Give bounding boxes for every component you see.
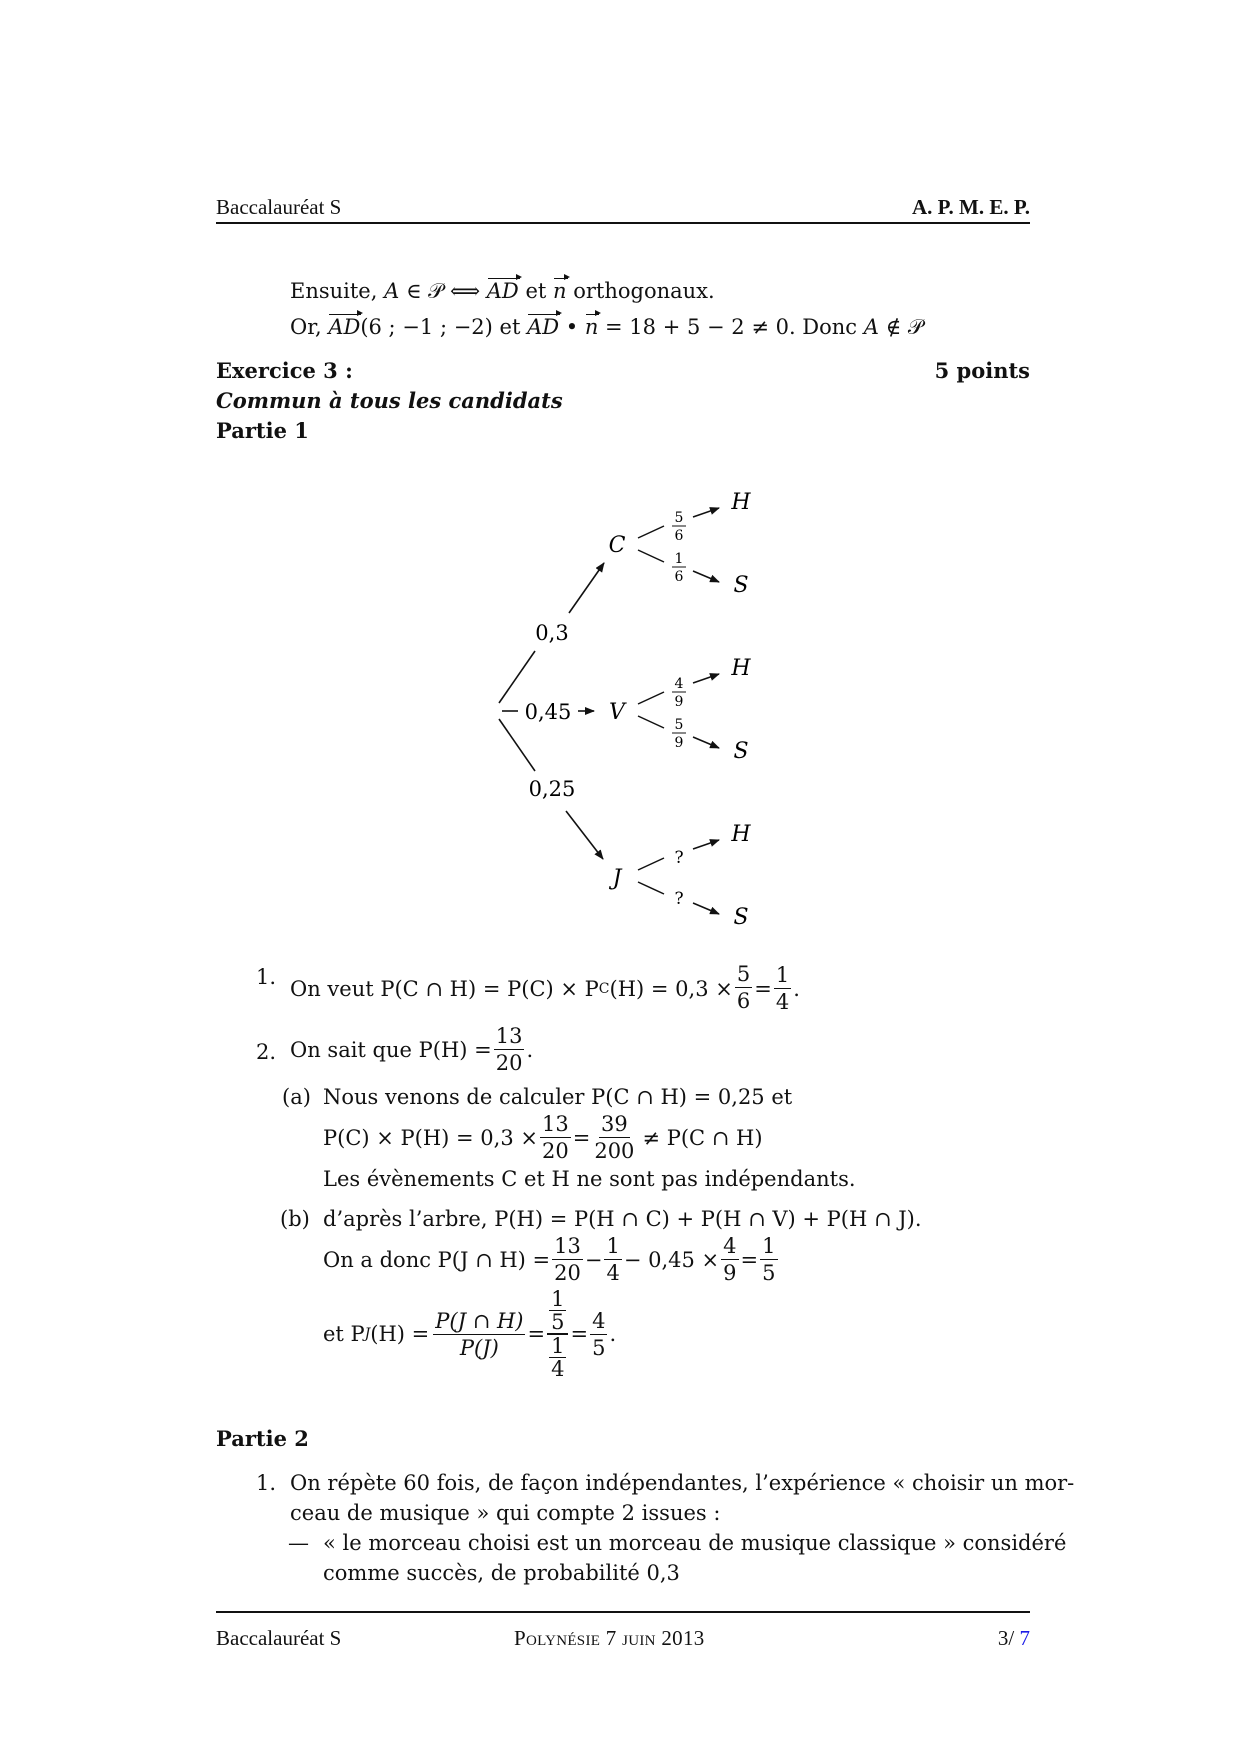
node-v: V: [609, 700, 625, 725]
branch-c-s-right: [693, 571, 719, 582]
prob-c-s-num: 1: [674, 551, 684, 567]
exercise-title: Exercice 3 :: [216, 358, 353, 383]
p2q1-number: 1.: [256, 1471, 277, 1495]
q2a-line2: P(C) × P(H) = 0,3 × $\frac{13}{20}$ = $\frac{39}{200}$ ≠ P(C ∩ H): [323, 1112, 763, 1163]
leaf-c-s: S: [733, 573, 749, 598]
prob-v-h-den: 9: [674, 694, 684, 710]
branch-root-j-lower: [566, 811, 603, 859]
branch-v-s-right: [693, 737, 719, 748]
intro-line-2: Or, AD(6 ; −1 ; −2) et AD • n = 18 + 5 − 2 ≠ 0. Donc A ∉ 𝒫: [290, 312, 923, 342]
prob-v: 0,45: [524, 700, 572, 724]
branch-root-c-lower: [499, 651, 535, 703]
q2a-line1: Nous venons de calculer P(C ∩ H) = 0,25 et: [323, 1085, 793, 1109]
branch-root-j-upper: [499, 719, 535, 771]
prob-v-s-num: 5: [674, 717, 684, 733]
leaf-j-s: S: [733, 905, 749, 930]
footer-page: [998, 1626, 1030, 1651]
q2-line: On sait que P(H) = $\frac{13}{20}$ .: [290, 1024, 534, 1075]
branch-root-c-upper: [569, 563, 604, 613]
branch-v-s-left: [638, 716, 664, 728]
branch-c-h-right: [693, 508, 719, 517]
q2a-line3: Les évènements C et H ne sont pas indépendants.: [323, 1167, 856, 1191]
branch-c-h-left: [638, 526, 664, 538]
header-right: A. P. M. E. P.: [911, 195, 1030, 219]
q2b-line2: On a donc P(J ∩ H) = $\frac{13}{20}$ − $\frac{1}{4}$ − 0,45 × $\frac{4}{9}$ = $\frac{1}{5}$: [323, 1234, 776, 1285]
footer-rule: [216, 1611, 1030, 1613]
node-c: C: [608, 533, 626, 558]
exercise-subtitle: Commun à tous les candidats: [216, 388, 563, 413]
prob-j-h: ?: [674, 848, 684, 868]
leaf-v-h: H: [731, 656, 751, 681]
q2b-line1: d’après l’arbre, P(H) = P(H ∩ C) + P(H ∩ V) + P(H ∩ J).: [323, 1207, 922, 1231]
prob-v-s-den: 9: [674, 735, 684, 751]
q1-line: On veut P(C ∩ H) = P(C) × P C (H) = 0,3 × $\frac{5}{6}$ = $\frac{1}{4}$ .: [290, 962, 800, 1014]
branch-j-s-right: [693, 903, 719, 914]
nested-fraction: 1 5 1 4: [547, 1288, 568, 1380]
leaf-j-h: H: [731, 822, 751, 847]
branch-v-h-left: [638, 692, 664, 704]
q2-number: 2.: [256, 1040, 277, 1064]
q2b-label: (b): [280, 1207, 310, 1231]
header-left: Baccalauréat S: [216, 195, 342, 219]
p2q1-line3: « le morceau choisi est un morceau de musique classique » considéré: [323, 1531, 1067, 1555]
branch-j-h-right: [693, 840, 719, 849]
p2q1-line2: ceau de musique » qui compte 2 issues :: [290, 1501, 721, 1525]
p2q1-dash: —: [288, 1531, 309, 1555]
prob-c: 0,3: [535, 621, 569, 645]
prob-j: 0,25: [528, 777, 576, 801]
p2q1-line4: comme succès, de probabilité 0,3: [323, 1561, 680, 1585]
exercise-points: 5 points: [934, 358, 1030, 383]
prob-v-h-num: 4: [674, 676, 684, 692]
footer-left: Baccalauréat S: [216, 1626, 342, 1650]
leaf-c-h: H: [731, 490, 751, 515]
branch-j-s-left: [638, 882, 664, 894]
p2q1-line1: On répète 60 fois, de façon indépendantes, l’expérience « choisir un mor-: [290, 1471, 1075, 1495]
prob-j-s: ?: [674, 889, 684, 909]
prob-c-s-den: 6: [674, 569, 684, 585]
q2a-label: (a): [282, 1085, 311, 1109]
q2b-line3: et P J (H) = $\frac{P(J \cap H)}{P(J)}$ = 1 5 1 4 = $\frac{4}{5}$ .: [323, 1287, 617, 1381]
branch-j-h-left: [638, 858, 664, 870]
footer-page-number: 3/: [997, 1626, 1015, 1650]
branch-v-h-right: [693, 674, 719, 683]
footer-total-pages-link[interactable]: 7: [1019, 1626, 1030, 1650]
part1-heading: Partie 1: [216, 418, 309, 443]
q1-number: 1.: [256, 965, 277, 989]
intro-line-1: Ensuite, A ∈ 𝒫 ⟺ AD et n orthogonaux.: [290, 276, 715, 306]
prob-c-h-den: 6: [674, 528, 684, 544]
node-j: J: [612, 866, 622, 891]
prob-c-h-num: 5: [674, 510, 684, 526]
footer-center: Polynésie 7 juin 2013: [514, 1626, 705, 1650]
leaf-v-s: S: [733, 739, 749, 764]
part2-heading: Partie 2: [216, 1426, 309, 1451]
branch-c-s-left: [638, 550, 664, 562]
